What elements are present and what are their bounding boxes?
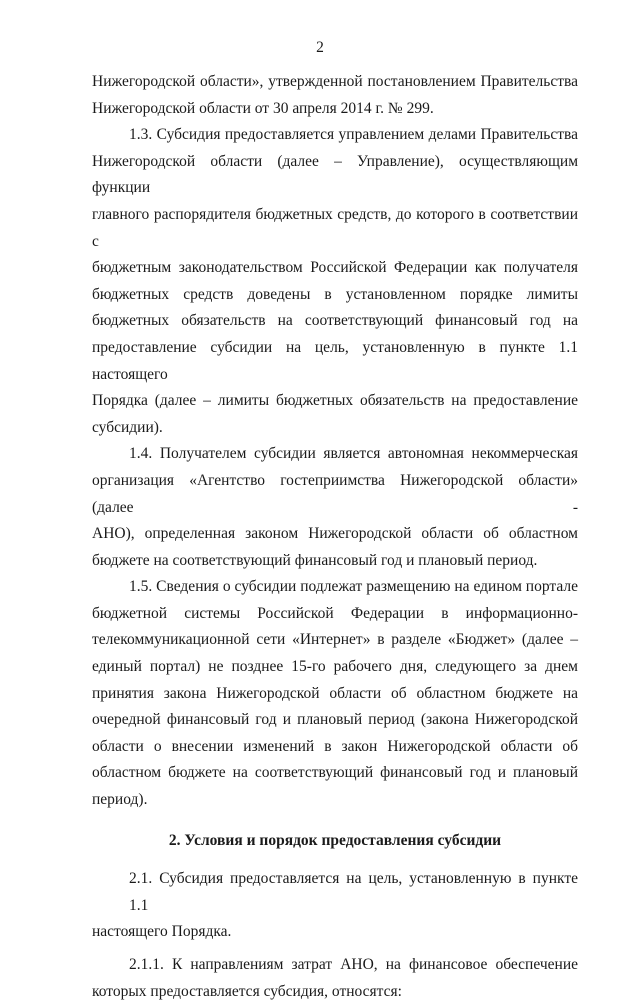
text-line: субсидии).	[92, 418, 163, 436]
paragraph-1-3	[92, 122, 578, 441]
text-line: Порядка (далее – лимиты бюджетных обязательств на предоставление	[92, 392, 578, 410]
section-heading: 2. Условия и порядок предоставления субсидии	[168, 831, 502, 849]
paragraph-1-4	[92, 441, 578, 574]
text-line: главного распорядителя бюджетных средств, до которого в соответствии с	[92, 205, 578, 250]
text-line: 1.3. Субсидия предоставляется управлением делами Правительства	[129, 126, 578, 144]
text-line: телекоммуникационной сети «Интернет» в разделе «Бюджет» (далее –	[92, 631, 578, 649]
text-line: Нижегородской области», утвержденной постановлением Правительства	[92, 73, 578, 90]
text-line: 2.1.1. К направлениям затрат АНО, на финансовое обеспечение	[129, 956, 578, 973]
text-line: 1.5. Сведения о субсидии подлежат размещению на едином портале	[129, 578, 578, 596]
paragraph-2-1	[92, 866, 578, 946]
paragraph-1-5	[92, 574, 578, 813]
text-line: период).	[92, 791, 148, 809]
paragraph-continuation	[92, 69, 578, 122]
text-line: которых предоставляется субсидия, относятся:	[92, 982, 402, 1000]
text-line: бюджетным законодательством Российской Федерации как получателя	[92, 259, 578, 277]
text-line: области о внесении изменений в закон Нижегородской области об	[92, 737, 578, 755]
text-line: бюджетной системы Российской Федерации в информационно-	[92, 604, 578, 622]
text-line: 1.4. Получателем субсидии является автономная некоммерческая	[129, 445, 578, 463]
text-line: 2.1. Субсидия предоставляется на цель, установленную в пункте 1.1	[129, 870, 578, 914]
text-line: бюджете на соответствующий финансовый год и плановый период.	[92, 551, 538, 569]
text-line: предоставление субсидии на цель, установленную в пункте 1.1 настоящего	[92, 338, 578, 383]
document-body	[92, 69, 578, 1005]
text-line: бюджетных средств доведены в установленном порядке лимиты	[92, 285, 578, 303]
text-line: настоящего Порядка.	[92, 923, 232, 941]
text-line: Нижегородской области (далее – Управление), осуществляющим функции	[92, 152, 578, 197]
paragraph-2-1-1	[92, 952, 578, 1005]
page-number: 2	[316, 39, 324, 56]
text-line: Нижегородской области от 30 апреля 2014 г. № 299.	[92, 99, 434, 117]
text-line: единый портал) не позднее 15-го рабочего дня, следующего за днем	[92, 658, 578, 676]
text-line: очередной финансовый год и плановый период (закона Нижегородской	[92, 711, 578, 729]
text-line: организация «Агентство гостеприимства Нижегородской области» (далее -	[92, 471, 578, 516]
text-line: АНО), определенная законом Нижегородской области об областном	[92, 525, 578, 543]
text-line: областном бюджете на соответствующий финансовый год и плановый	[92, 764, 578, 782]
text-line: бюджетных обязательств на соответствующий финансовый год на	[92, 312, 578, 330]
text-line: принятия закона Нижегородской области об областном бюджете на	[92, 684, 578, 702]
